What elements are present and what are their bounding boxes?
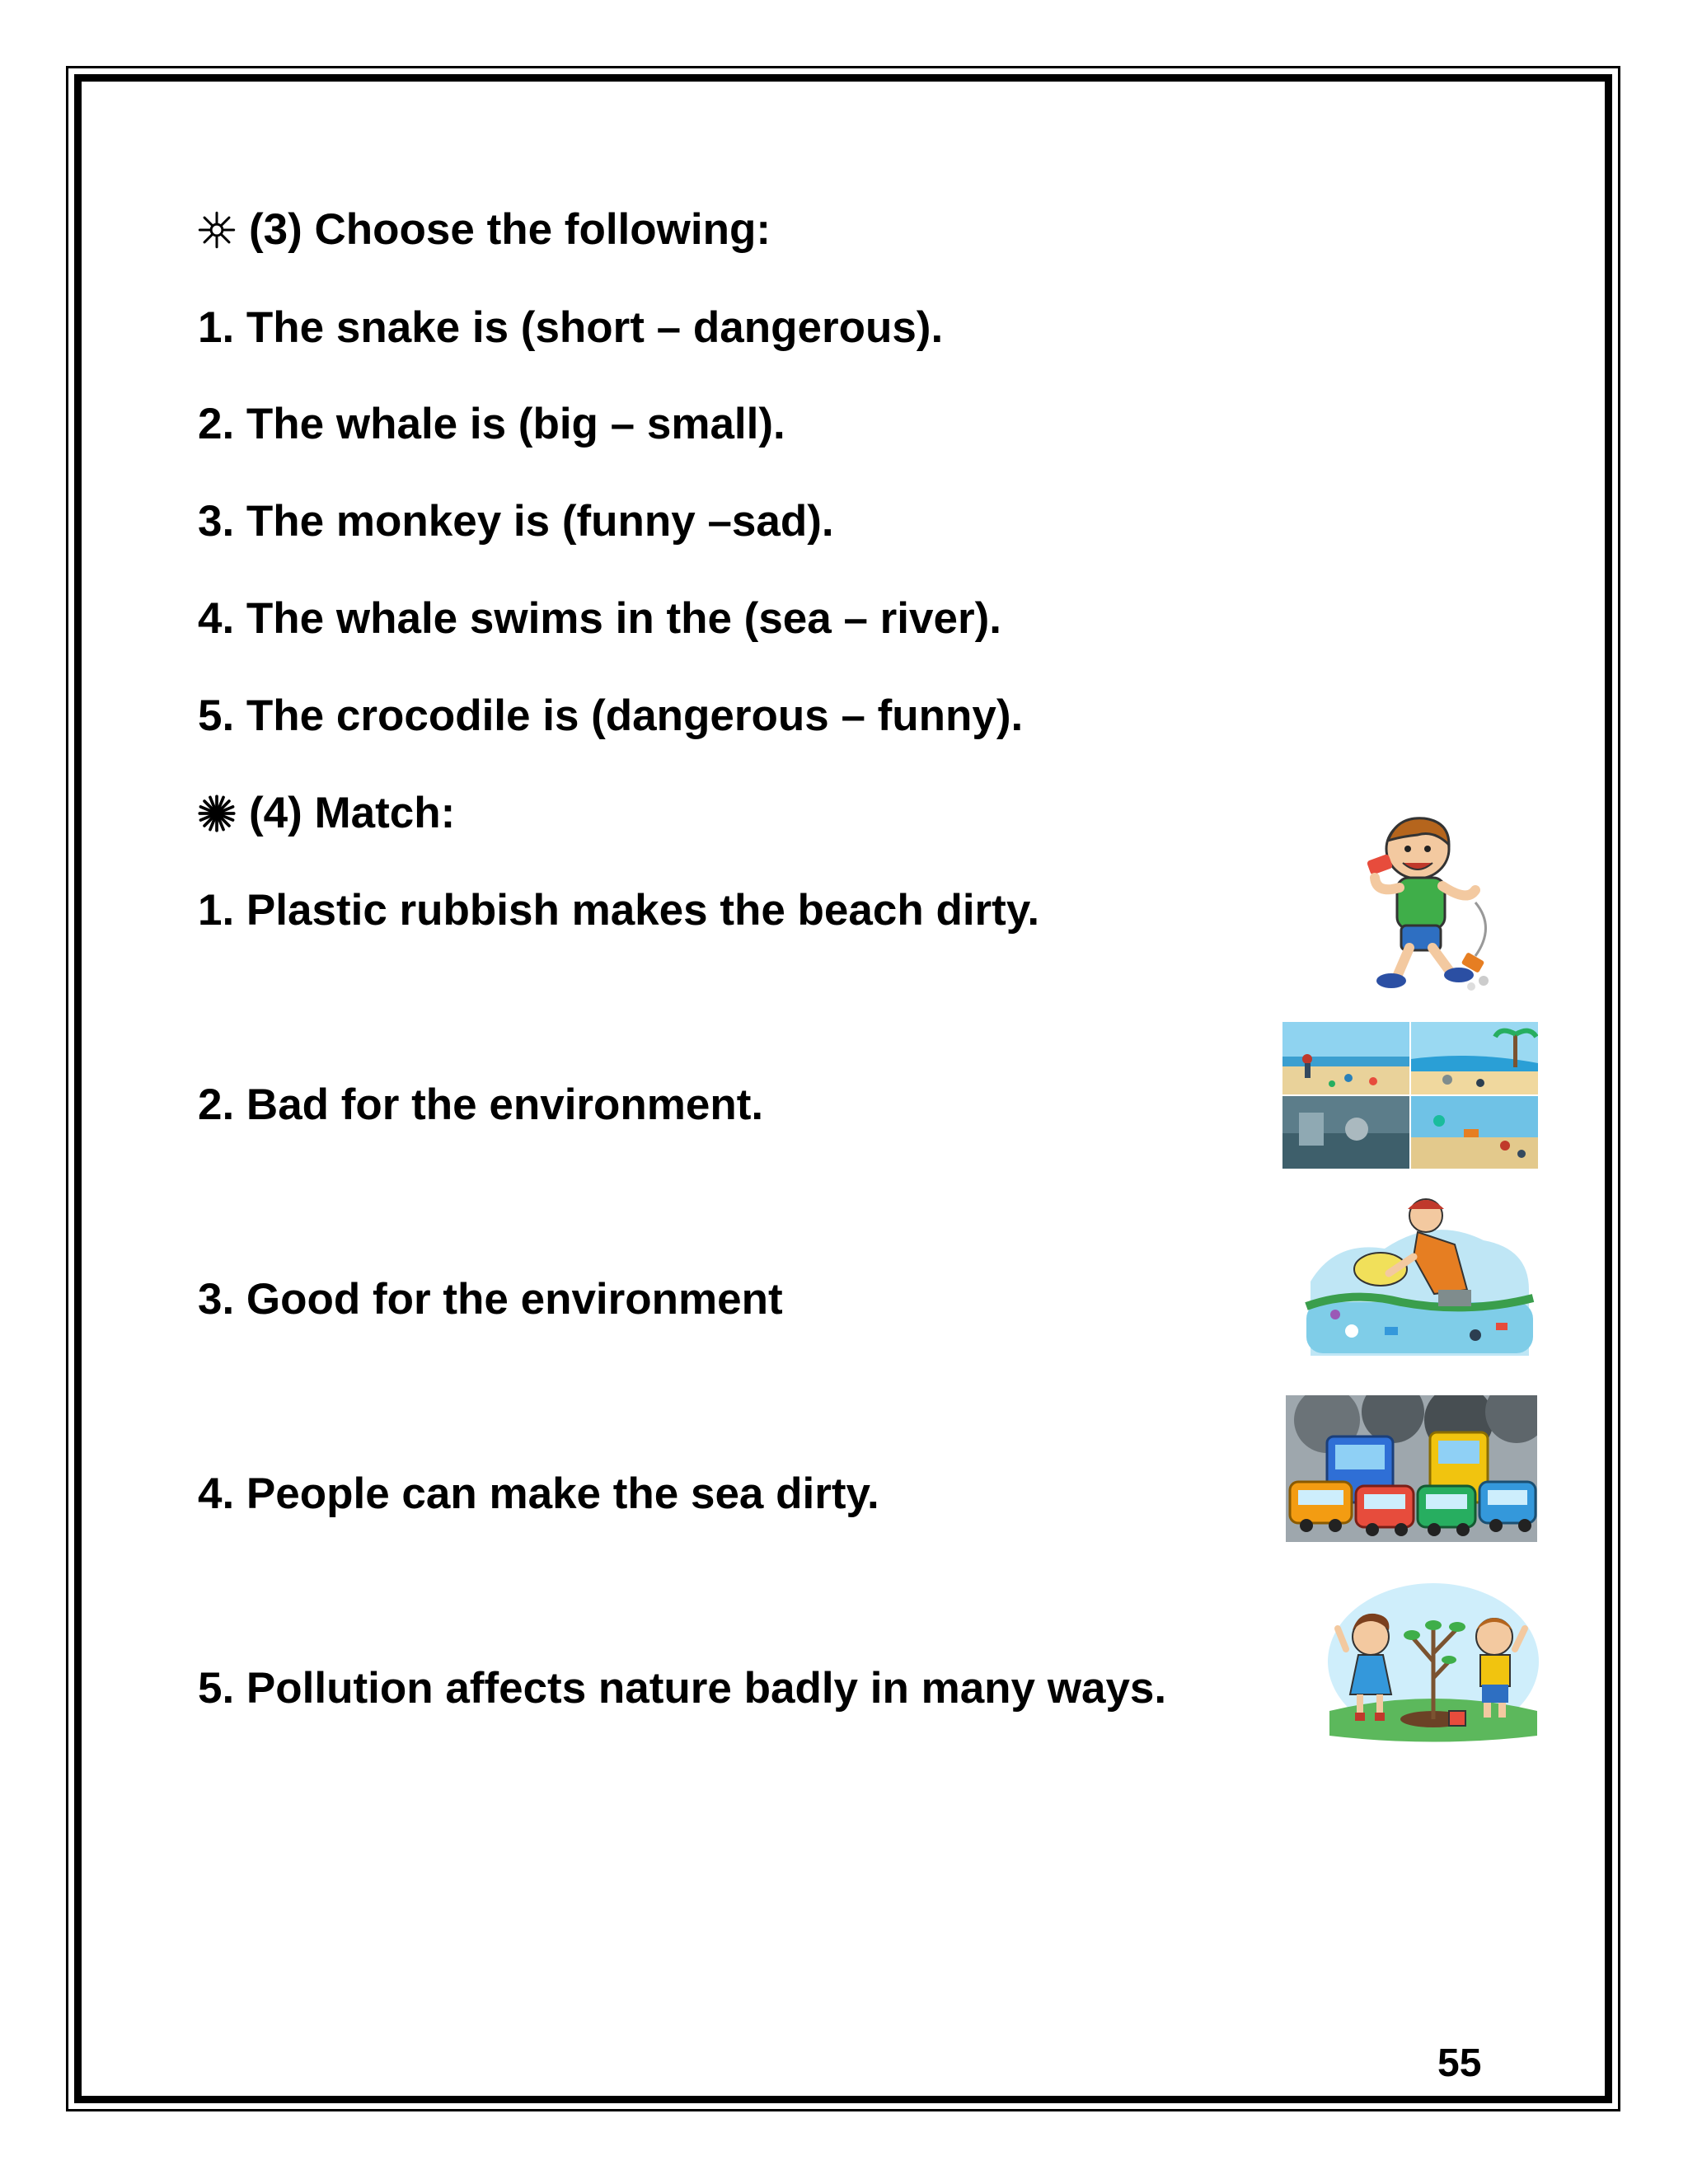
match-item-1: 1. Plastic rubbish makes the beach dirty. xyxy=(198,886,1040,935)
choose-item-3: 3. The monkey is (funny –sad). xyxy=(198,497,834,546)
star-bullet-icon xyxy=(198,211,236,249)
man-cleaning-river-image xyxy=(1302,1191,1537,1356)
page-number: 55 xyxy=(1437,2041,1482,2085)
choose-item-5: 5. The crocodile is (dangerous – funny). xyxy=(198,691,1024,740)
choose-item-1: 1. The snake is (short – dangerous). xyxy=(198,303,944,352)
match-item-4: 4. People can make the sea dirty. xyxy=(198,1469,879,1518)
section-3-heading: (3) Choose the following: xyxy=(198,208,771,251)
traffic-pollution-image xyxy=(1286,1395,1537,1542)
polluted-beaches-image xyxy=(1282,1022,1538,1169)
section-4-heading: (4) Match: xyxy=(198,791,455,835)
choose-item-4: 4. The whale swims in the (sea – river). xyxy=(198,594,1001,643)
match-item-2: 2. Bad for the environment. xyxy=(198,1080,764,1129)
choose-item-2: 2. The whale is (big – small). xyxy=(198,400,785,448)
kids-planting-tree-image xyxy=(1325,1579,1541,1744)
match-item-3: 3. Good for the environment xyxy=(198,1275,783,1324)
match-item-5: 5. Pollution affects nature badly in many ways. xyxy=(198,1664,1167,1713)
star-bullet-icon xyxy=(198,794,236,832)
boy-littering-image xyxy=(1352,812,1504,997)
